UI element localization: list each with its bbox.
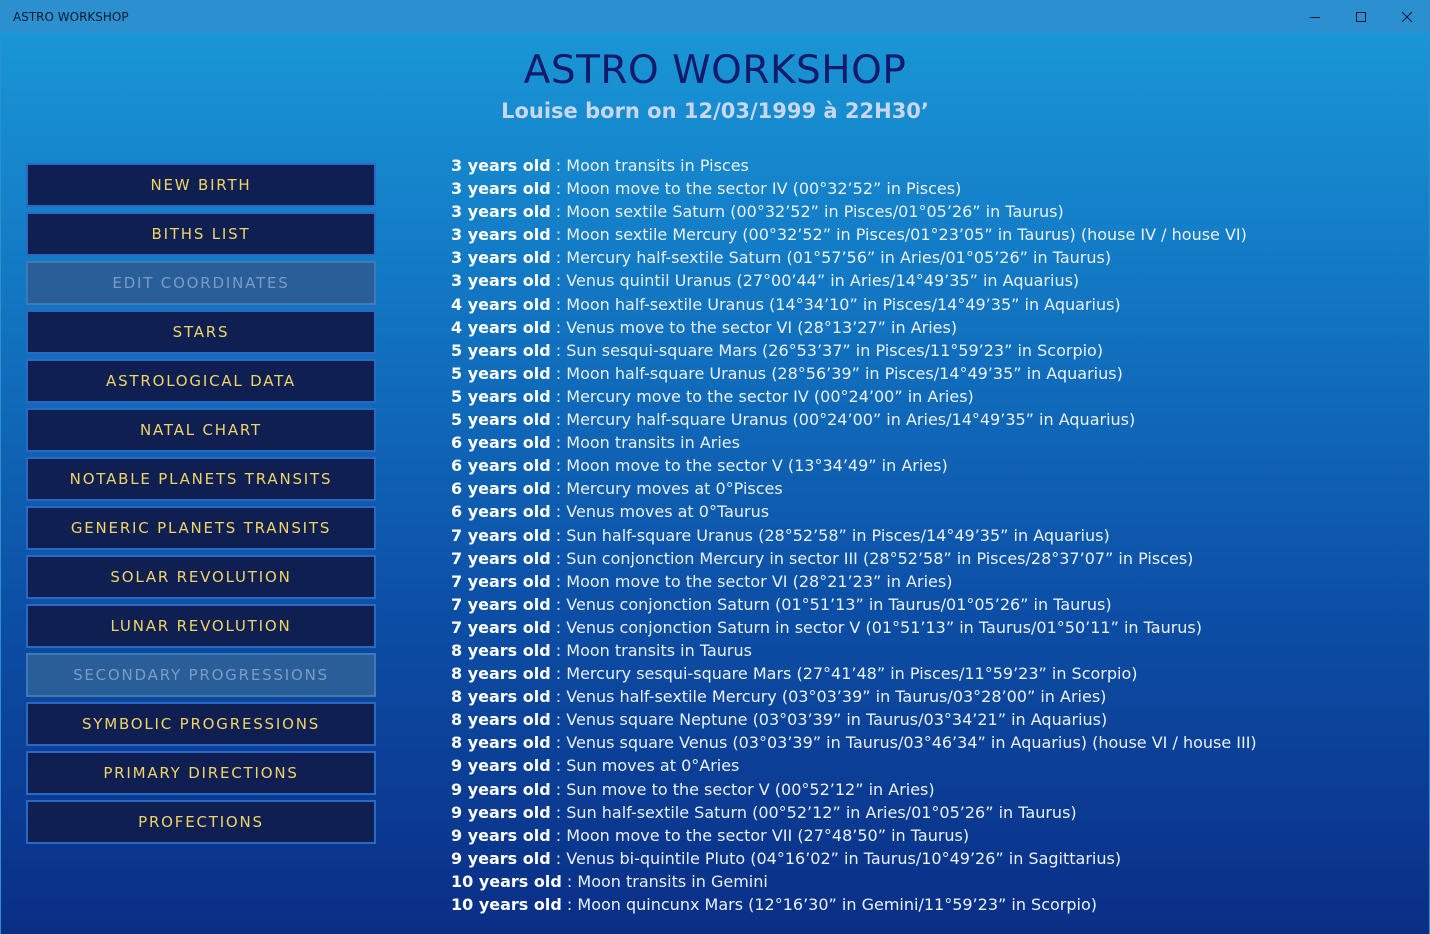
age-label: 5 years old [451, 386, 551, 406]
list-item [451, 524, 1421, 547]
list-item [451, 639, 1421, 662]
age-label: 6 years old [451, 433, 551, 453]
age-label: 3 years old [451, 271, 551, 291]
list-item [451, 200, 1421, 223]
event-text: : Sun half-square Uranus (28°52’58” in Pisces/14°49’35” in Aquarius) [550, 525, 1110, 545]
menu-button-natal-chart[interactable]: NATAL CHART [26, 408, 376, 452]
event-text: : Moon half-square Uranus (28°56’39” in Pisces/14°49’35” in Aquarius) [550, 363, 1123, 383]
list-item [451, 293, 1421, 316]
event-text: : Moon move to the sector IV (00°32’52” in Pisces) [550, 179, 962, 199]
close-button[interactable] [1384, 0, 1430, 33]
list-item [451, 339, 1421, 362]
age-label: 3 years old [451, 248, 551, 268]
event-text: : Venus conjonction Saturn in sector V (01°51’13” in Taurus/01°50’11” in Taurus) [550, 617, 1202, 637]
list-item [451, 385, 1421, 408]
event-text: : Moon sextile Mercury (00°32’52” in Pisces/01°23’05” in Taurus) (house IV / house VI) [550, 225, 1247, 245]
event-text: : Venus quintil Uranus (27°00’44” in Aries/14°49’35” in Aquarius) [550, 271, 1080, 291]
list-item [451, 801, 1421, 824]
menu-button-biths-list[interactable]: BITHS LIST [26, 212, 376, 256]
age-label: 3 years old [451, 202, 551, 222]
age-label: 5 years old [451, 340, 551, 360]
list-item [451, 431, 1421, 454]
list-item [451, 570, 1421, 593]
age-label: 4 years old [451, 294, 551, 314]
event-text: : Mercury moves at 0°Pisces [550, 479, 783, 499]
progressions-list [451, 154, 1421, 924]
event-text: : Moon transits in Gemini [561, 871, 768, 891]
event-text: : Moon quincunx Mars (12°16’30” in Gemini/11°59’23” in Scorpio) [561, 895, 1097, 914]
event-text: : Venus bi-quintile Pluto (04°16’02” in Taurus/10°49’26” in Sagittarius) [550, 848, 1122, 868]
event-text: : Sun move to the sector V (00°52’12” in Aries) [550, 779, 935, 799]
minimize-icon [1309, 11, 1321, 23]
menu-button-primary-directions[interactable]: PRIMARY DIRECTIONS [26, 751, 376, 795]
list-item [451, 223, 1421, 246]
event-text: : Venus conjonction Saturn (01°51’13” in Taurus/01°05’26” in Taurus) [550, 594, 1112, 614]
age-label: 8 years old [451, 710, 551, 730]
event-text: : Venus moves at 0°Taurus [550, 502, 770, 522]
event-text: : Mercury half-sextile Saturn (01°57’56” in Aries/01°05’26” in Taurus) [550, 248, 1112, 268]
age-label: 7 years old [451, 548, 551, 568]
event-text: : Moon half-sextile Uranus (14°34’10” in Pisces/14°49’35” in Aquarius) [550, 294, 1121, 314]
event-text: : Mercury half-square Uranus (00°24’00” in Aries/14°49’35” in Aquarius) [550, 410, 1136, 430]
menu-button-generic-planets-transits[interactable]: GENERIC PLANETS TRANSITS [26, 506, 376, 550]
minimize-button[interactable] [1292, 0, 1338, 33]
age-label: 8 years old [451, 687, 551, 707]
age-label: 7 years old [451, 594, 551, 614]
event-text: : Moon sextile Saturn (00°32’52” in Pisces/01°05’26” in Taurus) [550, 202, 1064, 222]
event-text: : Moon transits in Aries [550, 433, 740, 453]
list-item [451, 616, 1421, 639]
age-label: 7 years old [451, 571, 551, 591]
age-label: 6 years old [451, 479, 551, 499]
list-item [451, 362, 1421, 385]
list-item [451, 547, 1421, 570]
event-text: : Venus half-sextile Mercury (03°03’39” in Taurus/03°28’00” in Aries) [550, 687, 1107, 707]
age-label: 10 years old [451, 871, 562, 891]
menu-button-solar-revolution[interactable]: SOLAR REVOLUTION [26, 555, 376, 599]
event-text: : Moon move to the sector VI (28°21’23” in Aries) [550, 571, 953, 591]
maximize-button[interactable] [1338, 0, 1384, 33]
window-controls [1292, 0, 1430, 33]
page-subtitle: Louise born on 12/03/1999 à 22H30’ [501, 99, 929, 123]
window-title: ASTRO WORKSHOP [13, 9, 129, 24]
list-item [451, 154, 1421, 177]
list-item [451, 847, 1421, 870]
age-label: 8 years old [451, 733, 551, 753]
age-label: 10 years old [451, 895, 562, 914]
menu-button-new-birth[interactable]: NEW BIRTH [26, 163, 376, 207]
event-text: : Moon move to the sector VII (27°48’50” in Taurus) [550, 825, 970, 845]
event-text: : Moon transits in Pisces [550, 156, 749, 175]
age-label: 8 years old [451, 640, 551, 660]
menu-button-stars[interactable]: STARS [26, 310, 376, 354]
event-text: : Sun conjonction Mercury in sector III (28°52’58” in Pisces/28°37’07” in Pisces) [550, 548, 1194, 568]
age-label: 6 years old [451, 456, 551, 476]
event-text: : Sun half-sextile Saturn (00°52’12” in Aries/01°05’26” in Taurus) [550, 802, 1077, 822]
list-item [451, 454, 1421, 477]
list-item [451, 316, 1421, 339]
list-item [451, 408, 1421, 431]
menu-button-notable-planets-transits[interactable]: NOTABLE PLANETS TRANSITS [26, 457, 376, 501]
age-label: 3 years old [451, 179, 551, 199]
list-item [451, 662, 1421, 685]
age-label: 9 years old [451, 802, 551, 822]
menu-button-symbolic-progressions[interactable]: SYMBOLIC PROGRESSIONS [26, 702, 376, 746]
list-item [451, 500, 1421, 523]
menu-button-secondary-progressions: SECONDARY PROGRESSIONS [26, 653, 376, 697]
event-text: : Mercury sesqui-square Mars (27°41’48” in Pisces/11°59’23” in Scorpio) [550, 664, 1138, 684]
age-label: 3 years old [451, 225, 551, 245]
event-text: : Sun moves at 0°Aries [550, 756, 740, 776]
maximize-icon [1355, 11, 1367, 23]
list-item [451, 685, 1421, 708]
age-label: 3 years old [451, 156, 551, 175]
age-label: 8 years old [451, 664, 551, 684]
age-label: 4 years old [451, 317, 551, 337]
list-item [451, 754, 1421, 777]
age-label: 5 years old [451, 410, 551, 430]
list-item [451, 870, 1421, 893]
title-bar [0, 0, 1430, 33]
list-item [451, 778, 1421, 801]
age-label: 9 years old [451, 825, 551, 845]
event-text: : Venus square Neptune (03°03’39” in Taurus/03°34’21” in Aquarius) [550, 710, 1108, 730]
age-label: 9 years old [451, 756, 551, 776]
list-item [451, 593, 1421, 616]
menu-button-profections[interactable]: PROFECTIONS [26, 800, 376, 844]
age-label: 7 years old [451, 617, 551, 637]
list-item [451, 893, 1421, 916]
window-border-left [0, 33, 1, 934]
age-label: 7 years old [451, 525, 551, 545]
age-label: 9 years old [451, 848, 551, 868]
main-menu [26, 163, 376, 849]
menu-button-astrological-data[interactable]: ASTROLOGICAL DATA [26, 359, 376, 403]
menu-button-edit-coordinates: EDIT COORDINATES [26, 261, 376, 305]
menu-button-lunar-revolution[interactable]: LUNAR REVOLUTION [26, 604, 376, 648]
age-label: 5 years old [451, 363, 551, 383]
event-text: : Moon move to the sector V (13°34’49” in Aries) [550, 456, 948, 476]
list-item [451, 177, 1421, 200]
event-text: : Mercury move to the sector IV (00°24’00” in Aries) [550, 386, 974, 406]
close-icon [1401, 11, 1413, 23]
list-item [451, 246, 1421, 269]
event-text: : Moon transits in Taurus [550, 640, 752, 660]
event-text: : Sun sesqui-square Mars (26°53’37” in Pisces/11°59’23” in Scorpio) [550, 340, 1104, 360]
list-item [451, 824, 1421, 847]
age-label: 9 years old [451, 779, 551, 799]
page-title: ASTRO WORKSHOP [523, 48, 907, 93]
list-item [451, 731, 1421, 754]
list-item [451, 708, 1421, 731]
list-item [451, 269, 1421, 292]
age-label: 6 years old [451, 502, 551, 522]
event-text: : Venus move to the sector VI (28°13’27” in Aries) [550, 317, 958, 337]
list-item [451, 477, 1421, 500]
event-text: : Venus square Venus (03°03’39” in Taurus/03°46’34” in Aquarius) (house VI / house III) [550, 733, 1257, 753]
